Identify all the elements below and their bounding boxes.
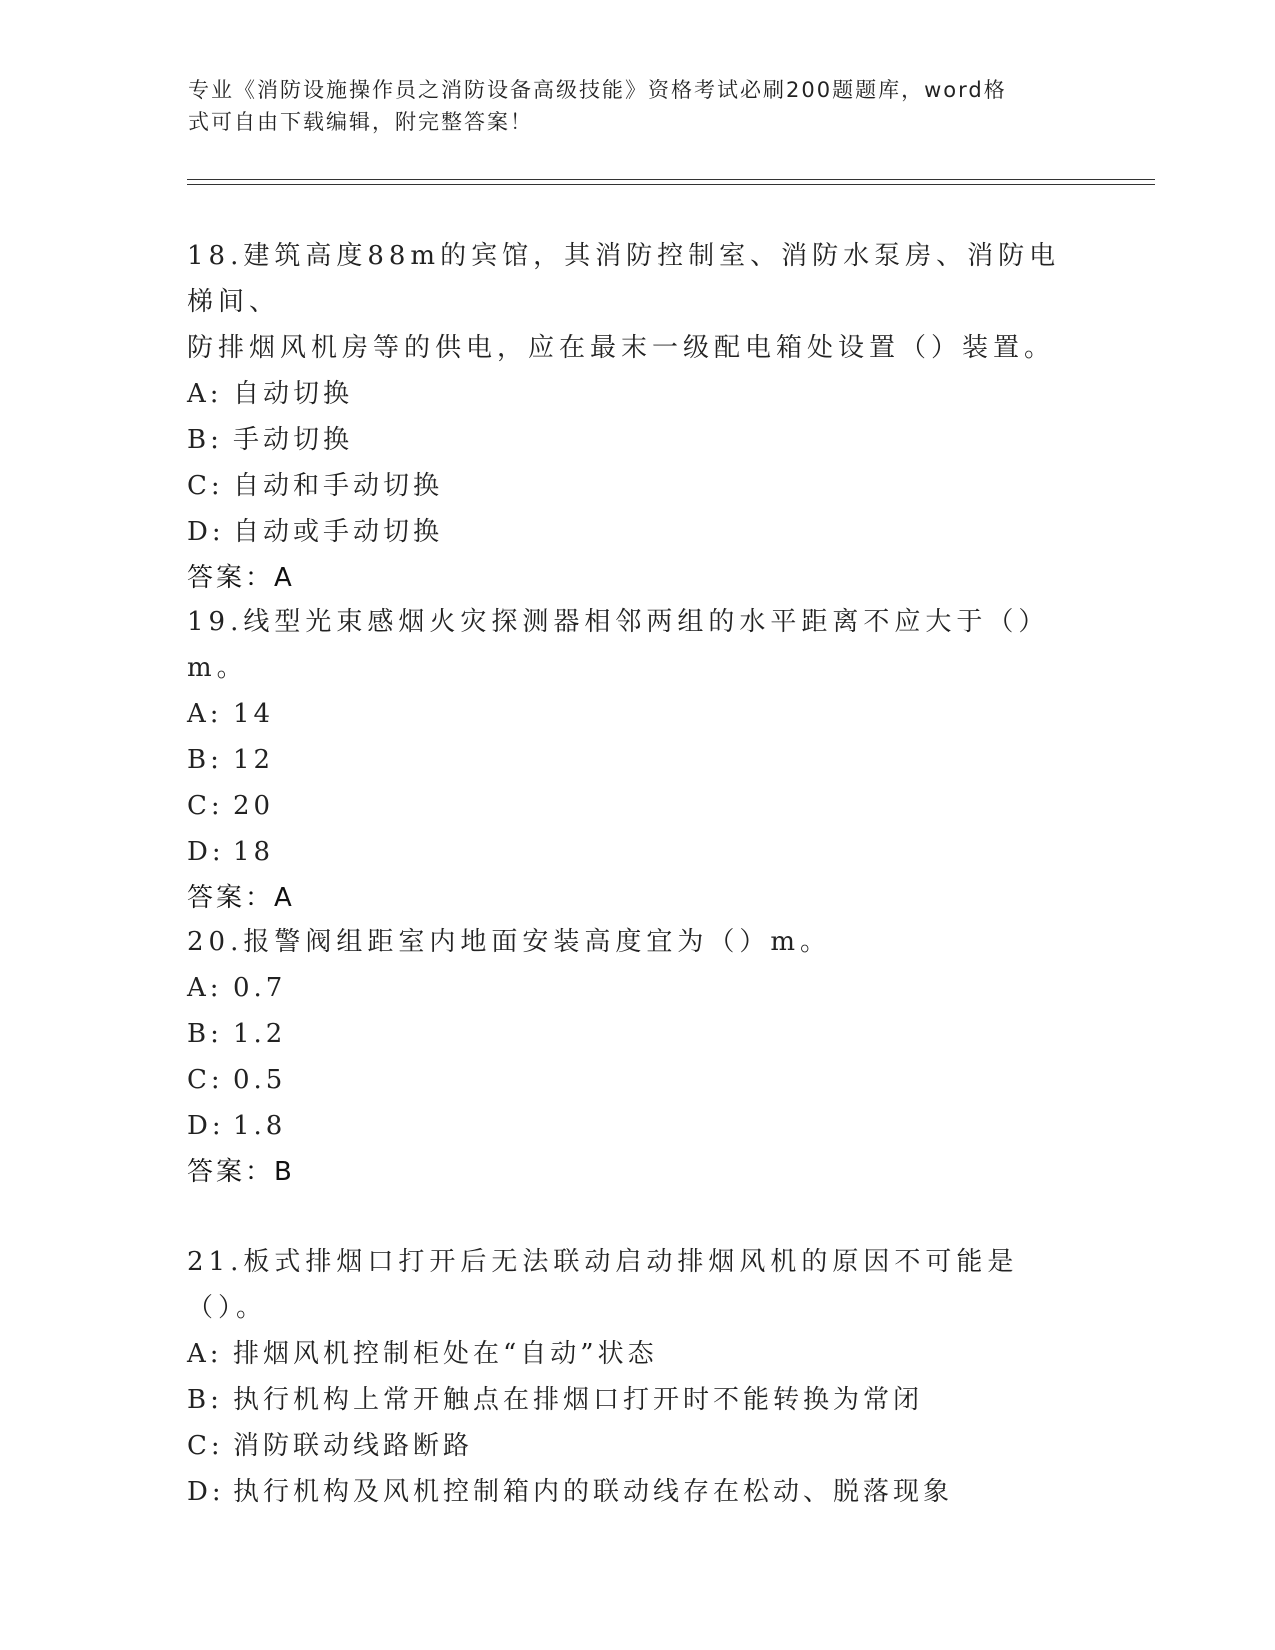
option-text: 手动切换 xyxy=(233,425,354,455)
option-text: 12 xyxy=(233,745,275,775)
option-letter: D: xyxy=(187,1111,225,1141)
option-b xyxy=(187,737,1087,783)
option-letter: B: xyxy=(187,1385,223,1415)
header-divider-top xyxy=(187,179,1155,180)
option-text: 消防联动线路断路 xyxy=(233,1431,474,1461)
option-letter: A: xyxy=(187,699,223,729)
option-text: 1.8 xyxy=(233,1111,287,1141)
option-d xyxy=(187,829,1087,875)
option-c xyxy=(187,463,1087,509)
option-letter: A: xyxy=(187,1339,223,1369)
option-b xyxy=(187,417,1087,463)
question-stem-line: 防排烟风机房等的供电，应在最末一级配电箱处设置（）装置。 xyxy=(187,333,1056,363)
option-text: 自动和手动切换 xyxy=(233,471,444,501)
option-text: 自动切换 xyxy=(233,379,354,409)
option-d xyxy=(187,1103,1087,1149)
question-stem-line: 19.线型光束感烟火灾探测器相邻两组的水平距离不应大于（）m。 xyxy=(187,607,1050,683)
option-c xyxy=(187,783,1087,829)
question-20 xyxy=(187,919,1087,1195)
option-c xyxy=(187,1057,1087,1103)
option-letter: D: xyxy=(187,517,225,547)
option-letter: C: xyxy=(187,471,224,501)
option-d xyxy=(187,509,1087,555)
option-letter: C: xyxy=(187,1431,224,1461)
option-a xyxy=(187,1331,1087,1377)
option-text: 0.5 xyxy=(233,1065,287,1095)
question-21 xyxy=(187,1239,1087,1515)
option-letter: B: xyxy=(187,1019,223,1049)
question-19 xyxy=(187,599,1087,921)
option-text: 执行机构上常开触点在排烟口打开时不能转换为常闭 xyxy=(233,1385,924,1415)
option-a xyxy=(187,371,1087,417)
option-letter: C: xyxy=(187,1065,224,1095)
option-c xyxy=(187,1423,1087,1469)
question-stem-line: 18.建筑高度88m的宾馆，其消防控制室、消防水泵房、消防电梯间、 xyxy=(187,241,1061,317)
question-stem-line: 20.报警阀组距室内地面安装高度宜为（）m。 xyxy=(187,927,832,957)
option-text: 执行机构及风机控制箱内的联动线存在松动、脱落现象 xyxy=(233,1477,954,1507)
answer-text: 答案：B xyxy=(187,1157,295,1187)
header-line-1: 专业《消防设施操作员之消防设备高级技能》资格考试必刷200题题库，word格 xyxy=(188,78,1007,102)
option-letter: D: xyxy=(187,1477,225,1507)
option-text: 0.7 xyxy=(233,973,287,1003)
option-d xyxy=(187,1469,1087,1515)
option-b xyxy=(187,1377,1087,1423)
option-text: 1.2 xyxy=(233,1019,287,1049)
answer-text: 答案：A xyxy=(187,883,295,913)
option-text: 18 xyxy=(233,837,275,867)
option-text: 14 xyxy=(233,699,275,729)
header-line-2: 式可自由下载编辑，附完整答案！ xyxy=(188,110,533,134)
option-text: 20 xyxy=(233,791,275,821)
option-letter: C: xyxy=(187,791,224,821)
document-header xyxy=(188,74,1068,138)
header-divider-bottom xyxy=(187,184,1155,185)
option-letter: A: xyxy=(187,379,223,409)
option-a xyxy=(187,965,1087,1011)
option-letter: B: xyxy=(187,425,223,455)
answer-text: 答案：A xyxy=(187,563,295,593)
option-a xyxy=(187,691,1087,737)
option-letter: B: xyxy=(187,745,223,775)
option-text: 自动或手动切换 xyxy=(233,517,444,547)
question-stem-line: 21.板式排烟口打开后无法联动启动排烟风机的原因不可能是（）。 xyxy=(187,1247,1019,1323)
option-text: 排烟风机控制柜处在“自动”状态 xyxy=(233,1339,658,1369)
option-letter: A: xyxy=(187,973,223,1003)
option-letter: D: xyxy=(187,837,225,867)
option-b xyxy=(187,1011,1087,1057)
question-18 xyxy=(187,233,1087,601)
